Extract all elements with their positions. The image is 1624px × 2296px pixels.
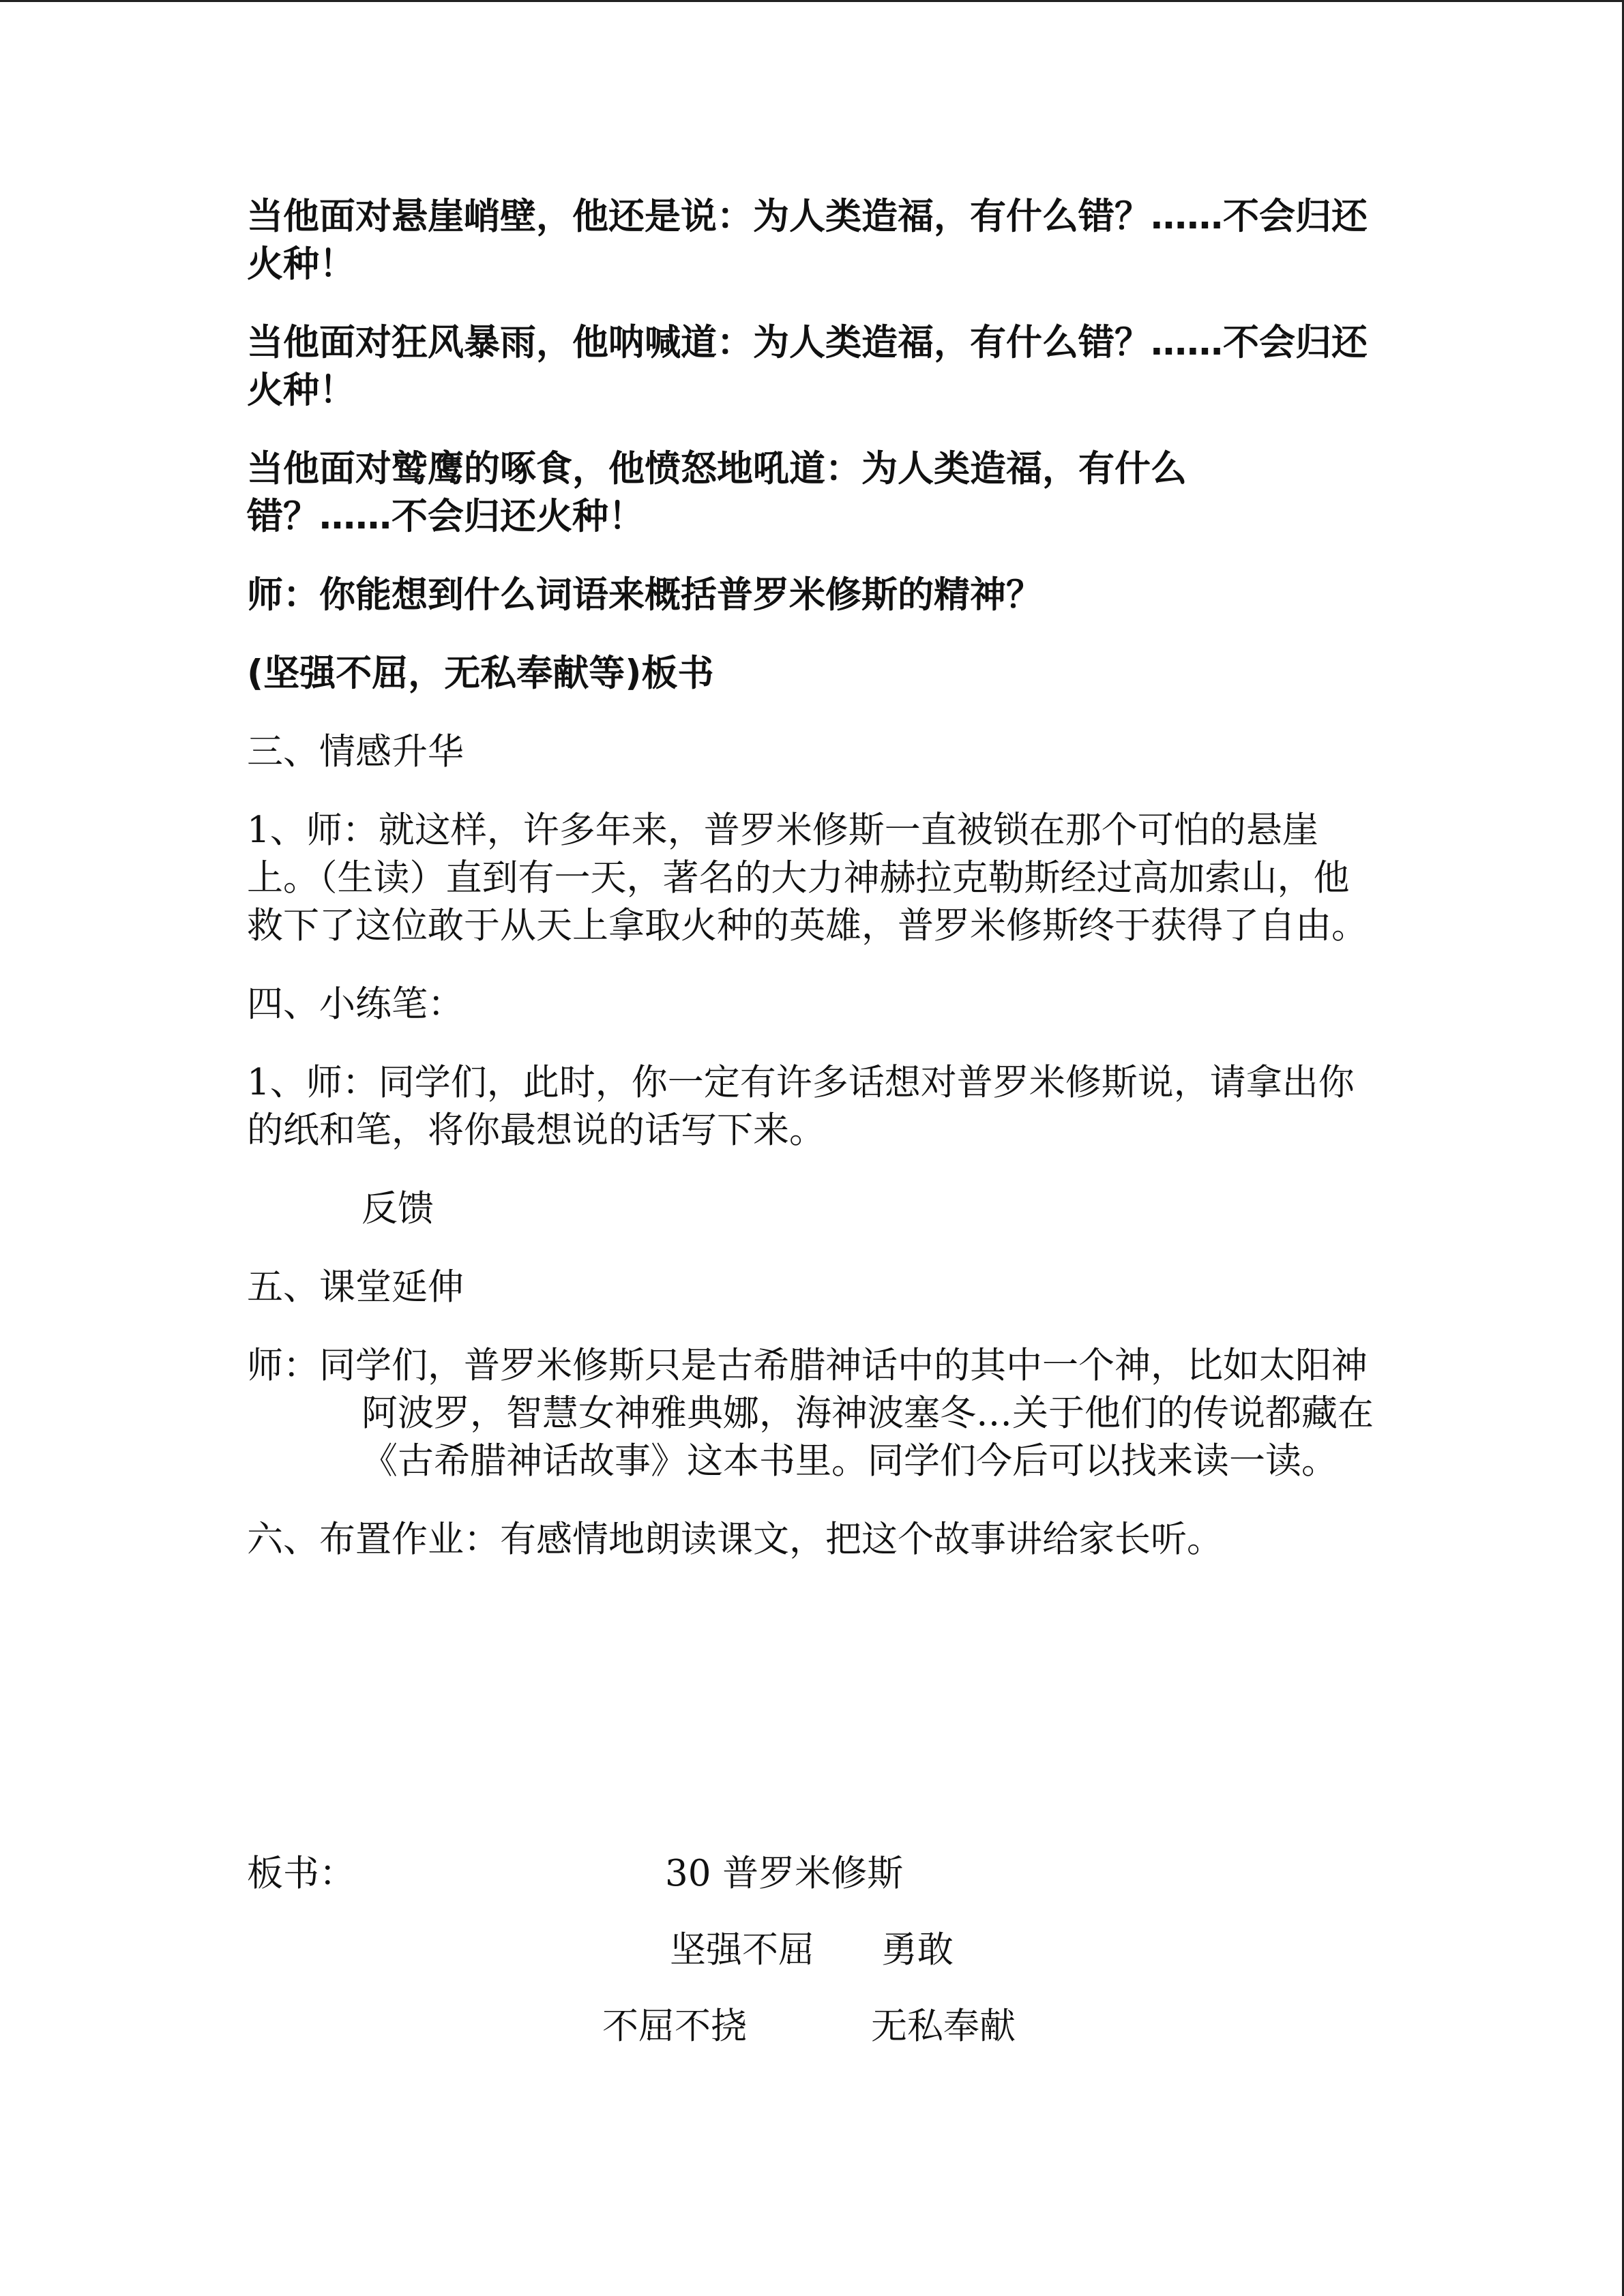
paragraph-storm: 当他面对狂风暴雨，他呐喊道：为人类造福，有什么错？……不会归还火种！ [247, 322, 1368, 411]
paragraph-emotion-1: 1、师：就这样，许多年来，普罗米修斯一直被锁在那个可怕的悬崖上。（生读）直到有一天，著名的大力神赫拉克勒斯经过高加索山，他救下了这位敢于从天上拿取火种的英雄，普罗米修斯终于获得了自由。 [247, 809, 1368, 946]
paragraph-feedback: 反馈 [361, 1188, 434, 1229]
board-item-jianqiang: 坚强不屈 [670, 1929, 814, 1971]
board-item-wusi: 无私奉献 [871, 2006, 1016, 2047]
section-heading-writing: 四、小练笔： [247, 983, 464, 1025]
paragraph-eagle: 当他面对鹫鹰的啄食，他愤怒地吼道：为人类造福，有什么错？……不会归还火种！ [247, 448, 1187, 537]
board-item-yonggan: 勇敢 [881, 1929, 954, 1971]
paragraph-writing-1: 1、师：同学们，此时，你一定有许多话想对普罗米修斯说，请拿出你的纸和笔，将你最想说的话写下来。 [247, 1062, 1355, 1151]
paragraph-cliff: 当他面对悬崖峭壁，他还是说：为人类造福，有什么错？……不会归还火种！ [247, 196, 1368, 285]
board-item-buqu: 不屈不挠 [602, 2006, 747, 2047]
section-heading-extension: 五、课堂延伸 [247, 1266, 464, 1308]
board-title: 30 普罗米修斯 [665, 1853, 904, 1894]
document-body [247, 193, 1379, 1594]
board-label: 板书： [247, 1853, 355, 1894]
paragraph-extension: 师：同学们，普罗米修斯只是古希腊神话中的其中一个神，比如太阳神阿波罗，智慧女神雅典娜，海神波塞冬…关于他们的传说都藏在《古希腊神话故事》这本书里。同学们今后可以找来读一读。 [247, 1345, 1374, 1482]
paragraph-teacher-question: 师：你能想到什么词语来概括普罗米修斯的精神？ [247, 574, 1042, 616]
paragraph-board-answer: (坚强不屈，无私奉献等)板书 [247, 653, 714, 694]
paragraph-homework: 六、布置作业：有感情地朗读课文，把这个故事讲给家长听。 [247, 1519, 1223, 1560]
section-heading-emotion: 三、情感升华 [247, 731, 464, 773]
